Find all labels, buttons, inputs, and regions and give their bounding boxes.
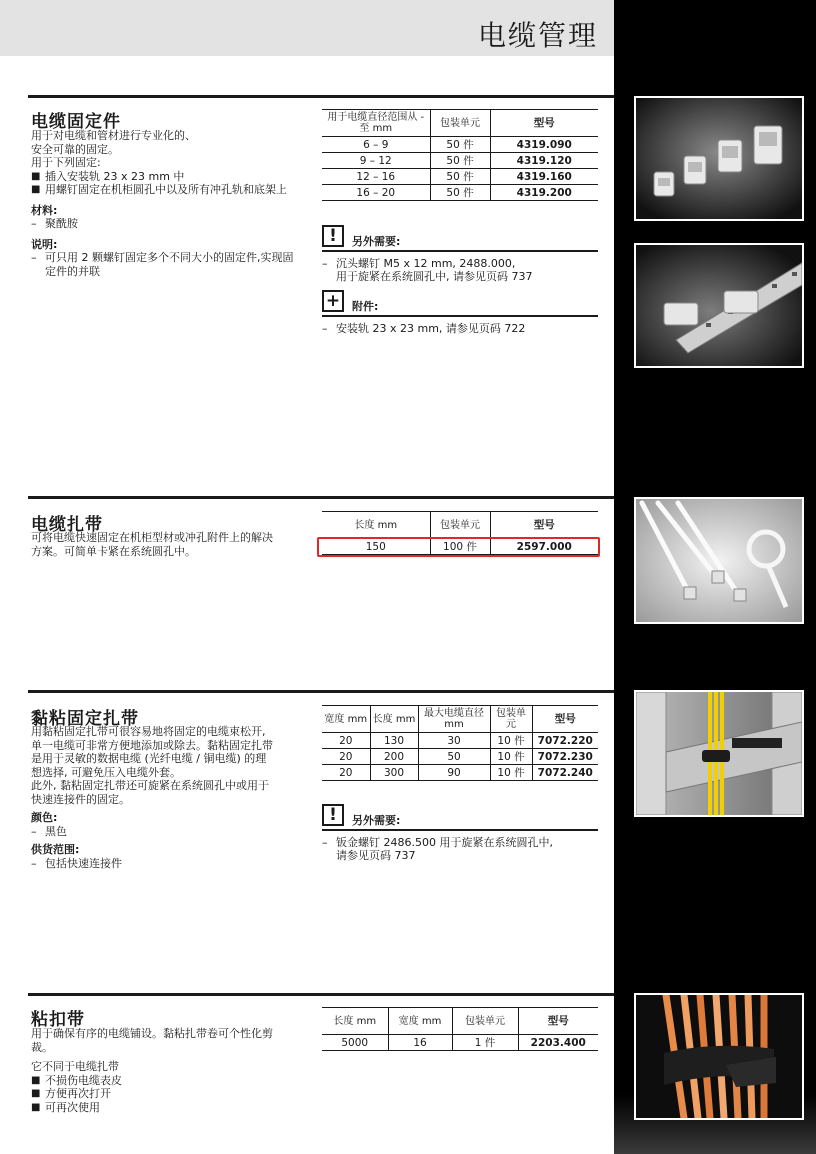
table-row: 20 130 30 10 件 7072.220 (322, 733, 598, 749)
list-item: – 包括快速连接件 (31, 857, 303, 871)
section-title: 粘扣带 (31, 1010, 85, 1030)
section-description: 可将电缆快速固定在机柜型材或冲孔附件上的解决 方案。可简单卡紧在系统圆孔中。 (31, 531, 273, 558)
table-header: 包装单元 (452, 1008, 518, 1035)
list-item: – 可只用 2 颗螺钉固定多个不同大小的固定件,实现固定件的并联 (31, 251, 303, 278)
table-row: 16 – 20 50 件 4319.200 (322, 185, 598, 201)
section-description: 用于确保有序的电缆铺设。黏粘扎带卷可个性化剪 裁。 它不同于电缆扎带 ■ 不损伤电缆表皮 ■ 方便再次打开 ■ 可再次使用 (31, 1027, 303, 1114)
table-row: 150 100 件 2597.000 (322, 539, 598, 555)
required-header: ! 另外需要: (322, 804, 598, 831)
table-header: 包装单元 (490, 706, 532, 733)
table-header: 宽度 mm (322, 706, 370, 733)
section-title: 电缆固定件 (31, 112, 121, 132)
list-item: ■ 不损伤电缆表皮 (31, 1074, 303, 1088)
product-photo-velcro-roll (634, 993, 804, 1120)
spec-table (322, 109, 598, 201)
table-header: 型号 (518, 1008, 598, 1035)
section-description: 用于对电缆和管材进行专业化的、 安全可靠的固定。 用于下列固定: ■ 插入安装轨 23 x 23 mm 中 ■ 用螺钉固定在机柜圆孔中以及所有冲孔轨和底架上 材料: – 聚酰胺 说明: – 可只用 2 颗螺钉固定多个不同大小的固定件,实现固定件的并联 (31, 129, 303, 278)
exclamation-icon: ! (322, 225, 344, 247)
color-label: 颜色: (31, 811, 58, 824)
feature-list (31, 1074, 303, 1115)
section-title: 电缆扎带 (31, 515, 103, 535)
highlighted-row-box (317, 537, 600, 557)
section-rule (28, 690, 614, 693)
table-row: 5000 16 1 件 2203.400 (322, 1035, 598, 1051)
product-photo-velcro-strap (634, 690, 804, 817)
table-header: 宽度 mm (388, 1008, 452, 1035)
material-label: 材料: (31, 203, 58, 217)
table-header: 型号 (490, 512, 598, 539)
list-item: ■ 插入安装轨 23 x 23 mm 中 (31, 170, 303, 184)
table-row: 6 – 9 50 件 4319.090 (322, 137, 598, 153)
supply-label: 供货范围: (31, 843, 80, 856)
plus-icon: + (322, 290, 344, 312)
table-header: 型号 (532, 706, 598, 733)
table-row: 20 300 90 10 件 7072.240 (322, 765, 598, 781)
section-rule (28, 993, 614, 996)
table-header: 用于电缆直径范围从 - 至 mm (322, 110, 430, 137)
table-row: 20 200 50 10 件 7072.230 (322, 749, 598, 765)
list-item: – 聚酰胺 (31, 217, 303, 231)
section-rule (28, 496, 614, 499)
list-item: – 黑色 (31, 825, 303, 839)
table-header: 长度 mm (370, 706, 418, 733)
table-row: 9 – 12 50 件 4319.120 (322, 153, 598, 169)
accessory-header: + 附件: (322, 290, 598, 317)
section-title: 黏粘固定扎带 (31, 709, 139, 729)
note-label: 说明: (31, 237, 58, 251)
list-item: ■ 用螺钉固定在机柜圆孔中以及所有冲孔轨和底架上 (31, 183, 303, 197)
table-header: 长度 mm (322, 512, 430, 539)
page-title: 电缆管理 (477, 19, 598, 52)
table-header: 长度 mm (322, 1008, 388, 1035)
required-header: ! 另外需要: (322, 225, 598, 252)
spec-table (322, 705, 598, 781)
diff-label: 它不同于电缆扎带 (31, 1060, 119, 1073)
product-photo-cable-clamps (634, 96, 804, 221)
list-item: ■ 可再次使用 (31, 1101, 303, 1115)
required-text: – 钣金螺钉 2486.500 用于旋紧在系统圆孔中, 请参见页码 737 (322, 836, 598, 862)
feature-list (31, 170, 303, 197)
list-item: ■ 方便再次打开 (31, 1087, 303, 1101)
product-photo-cable-ties (634, 497, 804, 624)
required-text: – 沉头螺钉 M5 x 12 mm, 2488.000, 用于旋紧在系统圆孔中, 请参见页码 737 (322, 257, 598, 283)
exclamation-icon: ! (322, 804, 344, 826)
table-header: 包装单元 (430, 512, 490, 539)
spec-table (322, 1007, 598, 1051)
accessory-text: – 安装轨 23 x 23 mm, 请参见页码 722 (322, 322, 598, 335)
product-photo-rail-clamps (634, 243, 804, 368)
table-header: 包装单元 (430, 110, 490, 137)
table-header: 最大电缆直径 mm (418, 706, 490, 733)
section-description: 用黏粘固定扎带可很容易地将固定的电缆束松开, 单一电缆可非常方便地添加或除去。黏粘固定扎带 是用于灵敏的数据电缆 (光纤电缆 / 铜电缆) 的理 想选择, 可避免压入电缆外套。 此外, 黏粘固定扎带还可旋紧在系统圆孔中或用于 快速连接件的固定。 颜色: – 黑色 供货范围: – 包括快速连接件 (31, 725, 303, 870)
table-row: 12 – 16 50 件 4319.160 (322, 169, 598, 185)
table-header: 型号 (490, 110, 598, 137)
section-rule (28, 95, 614, 98)
